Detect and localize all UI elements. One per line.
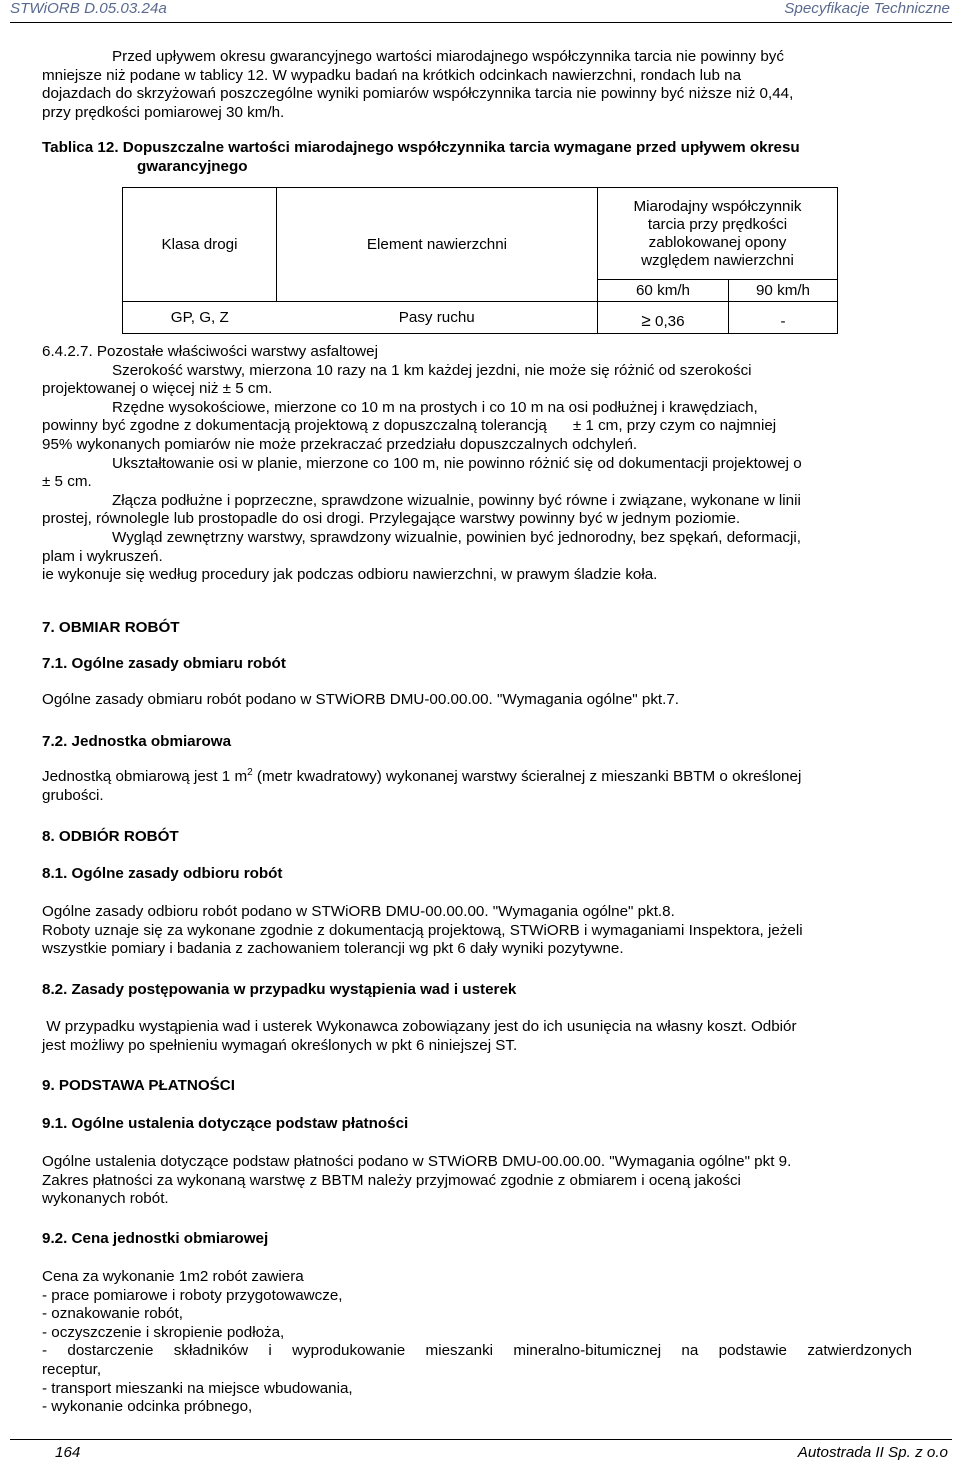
superscript: 2 — [247, 766, 253, 778]
footer-company: Autostrada II Sp. z o.o — [797, 1444, 948, 1461]
text-line: prostej, równolegle lub prostopadle do osi drogi. Przylegające warstwy powinny być w jednym poziomie. — [42, 510, 741, 528]
text-line: ± 5 cm. — [42, 473, 92, 491]
text-line: Wygląd zewnętrzny warstwy, sprawdzony wizualnie, powinien być jednorodny, bez spękań, deformacji, — [112, 528, 801, 546]
text-line: Cena za wykonanie 1m2 robót zawiera — [42, 1268, 304, 1285]
friction-table — [122, 187, 838, 334]
list-item: - transport mieszanki na miejsce wbudowania, — [42, 1379, 353, 1397]
page-number: 164 — [55, 1444, 81, 1461]
section-82-heading: 8.2. Zasady postępowania w przypadku wystąpienia wad i usterek — [42, 981, 517, 998]
footer-divider — [10, 1439, 952, 1440]
text-line: jest możliwy po spełnieniu wymagań określonych w pkt 6 niniejszej ST. — [42, 1036, 518, 1054]
text-line: wykonanych robót. — [42, 1190, 169, 1208]
table-caption-label: Tablica 12. — [42, 139, 119, 156]
list-item: - oznakowanie robót, — [42, 1305, 183, 1323]
section-8-heading: 8. ODBIÓR ROBÓT — [42, 828, 179, 845]
section-7-heading: 7. OBMIAR ROBÓT — [42, 619, 180, 636]
section-71-text: Ogólne zasady obmiaru robót podano w STWiORB DMU-00.00.00. "Wymagania ogólne" pkt.7. — [42, 691, 680, 708]
value-60: 0,36 — [655, 313, 685, 330]
intro-paragraph — [42, 48, 912, 122]
header-doc-title: Specyfikacje Techniczne — [784, 0, 950, 17]
section-71-heading: 7.1. Ogólne zasady obmiaru robót — [42, 655, 286, 672]
section-heading: 6.4.2.7. Pozostałe właściwości warstwy asfaltowej — [42, 343, 378, 360]
section-81-text — [42, 903, 912, 959]
table-caption-cont: gwarancyjnego — [137, 158, 248, 175]
intro-line: przy prędkości pomiarowej 30 km/h. — [42, 103, 285, 121]
text-part: (metr kwadratowy) wykonanej warstwy ścieralnej z mieszanki BBTM o określonej — [252, 768, 802, 785]
list-item: - wykonanie odcinka próbnego, — [42, 1398, 253, 1416]
list-item: - dostarczenie składników i wyprodukowanie mieszanki mineralno-bitumicznej na podstawie zatwierdzonych — [42, 1342, 912, 1360]
col-header-line: zablokowanej opony — [648, 233, 787, 251]
speed-60-header: 60 km/h — [598, 280, 729, 302]
text-part: powinny być zgodne z dokumentacją projektową z dopuszczalną tolerancją — [42, 417, 547, 435]
col-header-coefficient — [598, 188, 838, 280]
text-line: Ukształtowanie osi w planie, mierzone co 100 m, nie powinno różnić się od dokumentacji projektowej o — [112, 454, 802, 472]
text-line: Ogólne ustalenia dotyczące podstaw płatności podano w STWiORB DMU-00.00.00. "Wymagania ogólne" pkt 9. — [42, 1153, 792, 1170]
text-line: Zakres płatności za wykonaną warstwę z BBTM należy przyjmować zgodnie z obmiarem i oceną jakości — [42, 1171, 741, 1189]
text-line: 95% wykonanych pomiarów nie może przekraczać przedziału dopuszczalnych odchyleń. — [42, 435, 638, 453]
text-part: Jednostką obmiarową jest 1 m — [42, 768, 248, 785]
section-91-text — [42, 1153, 912, 1209]
section-91-heading: 9.1. Ogólne ustalenia dotyczące podstaw płatności — [42, 1115, 409, 1132]
list-item: - prace pomiarowe i roboty przygotowawcze, — [42, 1286, 343, 1304]
section-72-text — [42, 768, 912, 805]
cell-value-90: - — [729, 302, 838, 334]
list-item: receptur, — [42, 1360, 102, 1378]
speed-90-header: 90 km/h — [729, 280, 838, 302]
table-caption-text: Dopuszczalne wartości miarodajnego współczynnika tarcia wymagane przed upływem okresu — [122, 139, 800, 156]
section-6427 — [42, 343, 912, 585]
intro-line: dojazdach do skrzyżowań poszczególne wyniki pomiarów współczynnika tarcia nie powinny być niższe niż 0,44, — [42, 85, 794, 103]
section-81-heading: 8.1. Ogólne zasady odbioru robót — [42, 865, 283, 882]
text-line: wszystkie pomiary i badania z zachowaniem tolerancji wg pkt 6 dały wyniki pozytywne. — [42, 940, 624, 958]
col-header-element: Element nawierzchni — [277, 188, 598, 302]
list-item: - oczyszczenie i skropienie podłoża, — [42, 1323, 285, 1341]
col-header-class: Klasa drogi — [123, 188, 277, 302]
intro-line: mniejsze niż podane w tablicy 12. W wypadku badań na krótkich odcinkach nawierzchni, rondach lub na — [42, 66, 742, 84]
intro-line: Przed upływem okresu gwarancyjnego wartości miarodajnego współczynnika tarcia nie powinny być — [112, 48, 784, 65]
text-line: Rzędne wysokościowe, mierzone co 10 m na prostych i co 10 m na osi podłużnej i krawędziach, — [112, 398, 758, 416]
col-header-line: Miarodajny współczynnik — [633, 197, 802, 215]
cell-value-60 — [598, 302, 729, 334]
text-line: plam i wykruszeń. — [42, 547, 163, 565]
table-caption — [42, 139, 922, 158]
header-divider — [10, 22, 952, 23]
ge-symbol: ≥ — [641, 311, 651, 330]
text-line: Złącza podłużne i poprzeczne, sprawdzone wizualnie, powinny być równe i związane, wykonane w linii — [112, 491, 801, 509]
section-92-heading: 9.2. Cena jednostki obmiarowej — [42, 1230, 269, 1247]
cell-element: Pasy ruchu — [277, 302, 598, 334]
section-82-text — [42, 1018, 912, 1055]
text-line: ie wykonuje się według procedury jak podczas odbioru nawierzchni, w prawym śladzie koła. — [42, 566, 658, 584]
header-doc-code: STWiORB D.05.03.24a — [10, 0, 167, 17]
text-line — [42, 768, 912, 787]
col-header-line: względem nawierzchni — [641, 251, 794, 269]
text-line — [42, 417, 912, 436]
text-part: ± 1 cm, przy czym co najmniej — [572, 417, 777, 435]
text-line: Ogólne zasady odbioru robót podano w STWiORB DMU-00.00.00. "Wymagania ogólne" pkt.8. — [42, 903, 675, 920]
section-9-heading: 9. PODSTAWA PŁATNOŚCI — [42, 1077, 235, 1094]
col-header-line: tarcia przy prędkości — [647, 215, 788, 233]
text-line: Roboty uznaje się za wykonane zgodnie z dokumentacją projektową, STWiORB i wymaganiami Inspektora, jeżeli — [42, 921, 803, 939]
cell-road-class: GP, G, Z — [123, 302, 277, 334]
section-92-text — [42, 1268, 912, 1417]
section-72-heading: 7.2. Jednostka obmiarowa — [42, 733, 232, 750]
text-line: projektowanej o więcej niż ± 5 cm. — [42, 380, 273, 398]
text-line: Szerokość warstwy, mierzona 10 razy na 1 km każdej jezdni, nie może się różnić od szerokości — [112, 361, 752, 379]
text-line: W przypadku wystąpienia wad i usterek Wykonawca zobowiązany jest do ich usunięcia na własny koszt. Odbiór — [42, 1018, 797, 1035]
text-line: grubości. — [42, 786, 104, 804]
